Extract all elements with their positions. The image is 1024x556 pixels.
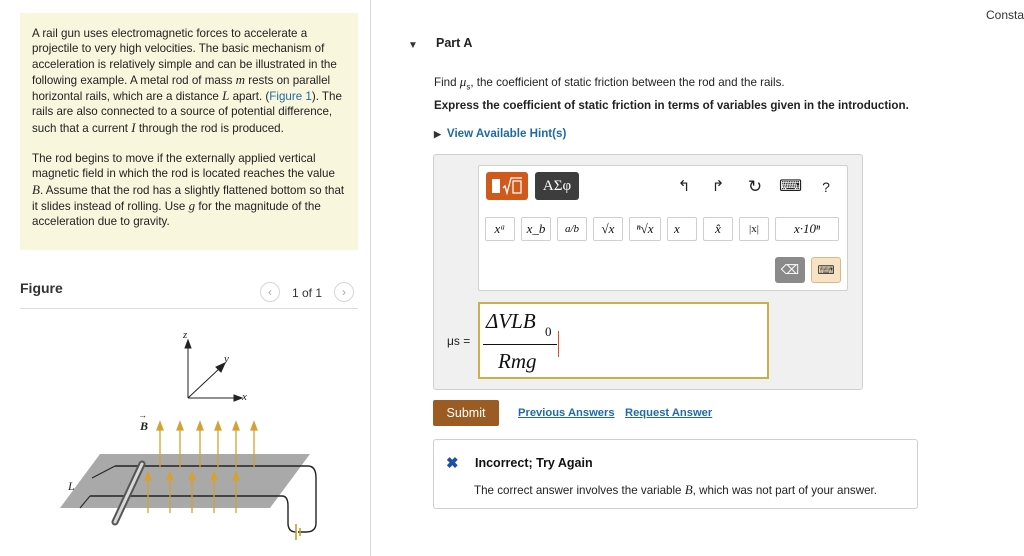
absolute-value-button[interactable]: |x| — [739, 217, 769, 241]
view-hints-link[interactable]: ▶ View Available Hint(s) — [434, 127, 567, 140]
circuit-wire — [295, 466, 316, 532]
caret-right-icon: ▶ — [434, 129, 441, 139]
field-arrow-head — [177, 422, 183, 430]
answer-numerator: ΔVLB — [486, 309, 536, 333]
field-arrow-head — [157, 422, 163, 430]
field-arrow-head — [233, 422, 239, 430]
vector-button[interactable]: x⃗ — [667, 217, 697, 241]
submit-button[interactable]: Submit — [433, 400, 499, 426]
sqrt-button[interactable]: √x — [593, 217, 623, 241]
instruction-text: Express the coefficient of static friction in terms of variables given in the introduction. — [434, 99, 909, 112]
z-axis-arrow — [185, 340, 191, 348]
figure-divider — [20, 308, 358, 309]
field-arrow-head — [197, 422, 203, 430]
vector-arrow-icon: → — [138, 410, 147, 420]
answer-denominator: Rmg — [498, 349, 537, 373]
previous-answers-link[interactable]: Previous Answers — [518, 407, 615, 419]
keyboard-icon: ⌨ — [817, 263, 835, 277]
unit-vector-button[interactable]: x̂ — [703, 217, 733, 241]
feedback-box — [433, 439, 918, 509]
redo-icon[interactable]: ↱ — [711, 178, 725, 195]
superscript-button[interactable]: xᵃ — [485, 217, 515, 241]
figure-pager: 1 of 1 — [292, 286, 323, 300]
answer-numerator-subscript: 0 — [545, 324, 552, 339]
fraction-button[interactable]: a/b — [557, 217, 587, 241]
label-B-vector: B — [140, 419, 149, 433]
var-B-feedback: B — [684, 482, 693, 497]
reset-icon[interactable]: ↻ — [747, 177, 763, 196]
keyboard-shortcuts-icon[interactable]: ⌨ — [779, 178, 803, 195]
incorrect-icon: ✖ — [446, 455, 459, 472]
keyboard-button[interactable] — [811, 257, 841, 283]
templates-button[interactable] — [486, 172, 528, 200]
rail-gun-figure — [20, 318, 360, 556]
fraction-bar — [483, 344, 557, 345]
nth-root-button[interactable]: ⁿ√x — [629, 217, 661, 241]
rail-plane — [60, 454, 310, 508]
var-g: g — [188, 197, 196, 213]
greek-letters-button[interactable]: ΑΣφ — [535, 172, 579, 200]
answer-label: μs = — [447, 334, 471, 348]
field-arrow-head — [215, 422, 221, 430]
templates-icon — [486, 172, 528, 200]
axis-y-label: y — [224, 353, 229, 365]
label-L: L — [68, 479, 75, 493]
x-axis-arrow — [234, 395, 242, 401]
var-B: B — [32, 181, 40, 197]
collapse-caret-icon[interactable]: ▼ — [408, 40, 418, 51]
column-divider — [370, 0, 371, 556]
feedback-message: The correct answer involves the variable B, which was not part of your answer. — [474, 482, 877, 497]
scientific-notation-button[interactable]: x·10ⁿ — [775, 217, 839, 241]
var-mu: μ — [459, 74, 467, 89]
undo-icon[interactable]: ↰ — [677, 178, 691, 195]
axis-x-label: x — [242, 391, 247, 403]
feedback-title: Incorrect; Try Again — [475, 456, 593, 470]
question-text: Find $\mu_s$, the coefficient of static friction between the rod and the rails. — [434, 74, 785, 92]
part-title[interactable]: Part A — [436, 36, 473, 50]
y-axis — [188, 368, 220, 398]
problem-introduction — [20, 13, 358, 250]
var-m: m — [235, 71, 246, 87]
constants-link[interactable]: Consta — [986, 8, 1024, 22]
subscript-button[interactable]: x_b — [521, 217, 551, 241]
figure-link[interactable]: Figure 1 — [269, 90, 312, 104]
figure-heading: Figure — [20, 280, 63, 296]
var-I: I — [131, 119, 136, 135]
backspace-icon: ⌫ — [780, 262, 800, 277]
chevron-left-icon: ‹ — [268, 285, 272, 299]
axis-z-label: z — [183, 329, 188, 341]
var-L: L — [222, 88, 230, 104]
help-icon[interactable]: ? — [822, 179, 830, 195]
delete-button[interactable] — [775, 257, 805, 283]
field-arrow-head — [251, 422, 257, 430]
request-answer-link[interactable]: Request Answer — [625, 407, 713, 419]
figure-next-button[interactable] — [334, 282, 354, 302]
figure-prev-button[interactable] — [260, 282, 280, 302]
text-cursor — [558, 331, 559, 357]
intro-paragraph-1: A rail gun uses electromagnetic forces to accelerate a projectile to very high velocities. The basic mechanism of acceleration is relatively simple and can be illustrated in the following example. A metal rod of mass m rests on parallel horizontal rails, which are a distance L apart. (Figure 1). The rails are also connected to a source of potential difference, such that a current I through the rod is produced. — [32, 27, 342, 135]
chevron-right-icon: › — [342, 285, 346, 299]
intro-paragraph-2: The rod begins to move if the externally applied vertical magnetic field in which the rod is located reaches the value B. Assume that the rod has a slightly flattened bottom so that it slides instead of rolling. Use g for the magnitude of the acceleration due to gravity. — [32, 152, 345, 229]
